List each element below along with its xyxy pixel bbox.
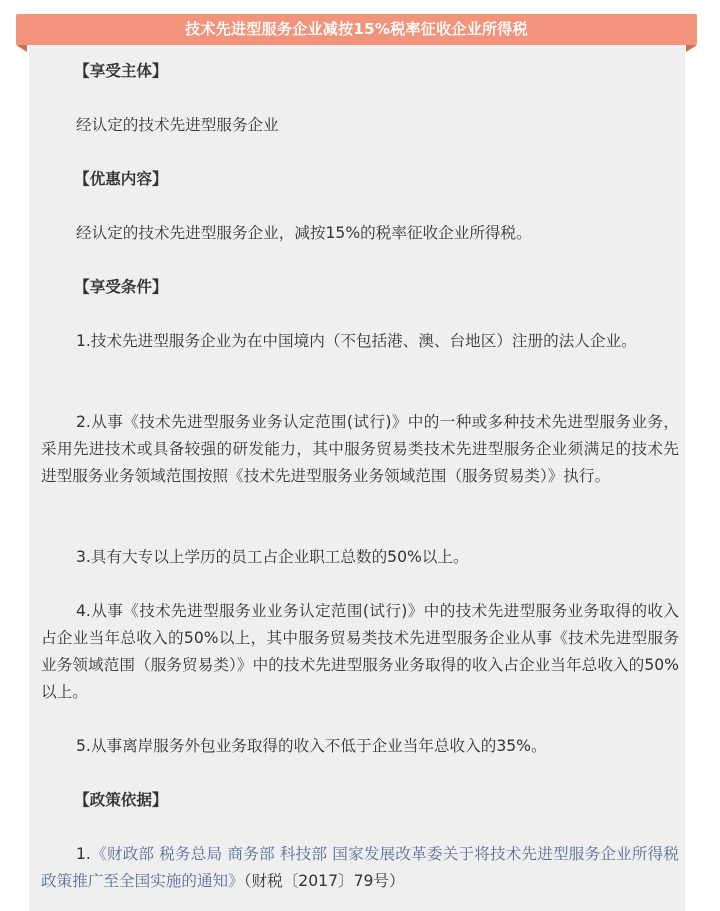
condition-4: 4.从事《技术先进型服务业业务认定范围(试行)》中的技术先进型服务业务取得的收入占企业当年总收入的50%以上，其中服务贸易类技术先进型服务企业从事《技术先进型服务业务领域范围（服务贸易类）》中的技术先进型服务业务取得的收入占企业当年总收入的50%以上。: [41, 602, 679, 701]
benefit-text: 经认定的技术先进型服务企业，减按15%的税率征收企业所得税。: [76, 224, 532, 242]
basis-item-1: [41, 841, 679, 895]
basis-reference: （财税〔2017〕79号）: [243, 872, 405, 890]
banner-fold-left: [16, 45, 27, 52]
condition-5: 5.从事离岸服务外包业务取得的收入不低于企业当年总收入的35%。: [76, 737, 547, 755]
benefit-heading: 【优惠内容】: [74, 170, 168, 188]
basis-prefix: 1.: [76, 845, 91, 863]
banner-fold-right: [686, 45, 697, 52]
condition-1: 1.技术先进型服务企业为在中国境内（不包括港、澳、台地区）注册的法人企业。: [76, 332, 637, 350]
page-title: 技术先进型服务企业减按15%税率征收企业所得税: [185, 20, 528, 38]
subject-text: 经认定的技术先进型服务企业: [76, 116, 279, 134]
basis-heading: 【政策依据】: [74, 791, 168, 809]
policy-document-link[interactable]: 《财政部 税务总局 商务部 科技部 国家发展改革委关于将技术先进型服务企业所得税政策推广至全国实施的通知》: [41, 845, 679, 890]
conditions-heading: 【享受条件】: [74, 278, 168, 296]
condition-2: 2.从事《技术先进型服务业务认定范围(试行)》中的一种或多种技术先进型服务业务，采用先进技术或具备较强的研发能力，其中服务贸易类技术先进型服务企业须满足的技术先进型服务业务领域范围按照《技术先进型服务业务领域范围（服务贸易类）》执行。: [41, 413, 679, 485]
subject-heading: 【享受主体】: [74, 62, 168, 80]
condition-3: 3.具有大专以上学历的员工占企业职工总数的50%以上。: [76, 548, 469, 566]
